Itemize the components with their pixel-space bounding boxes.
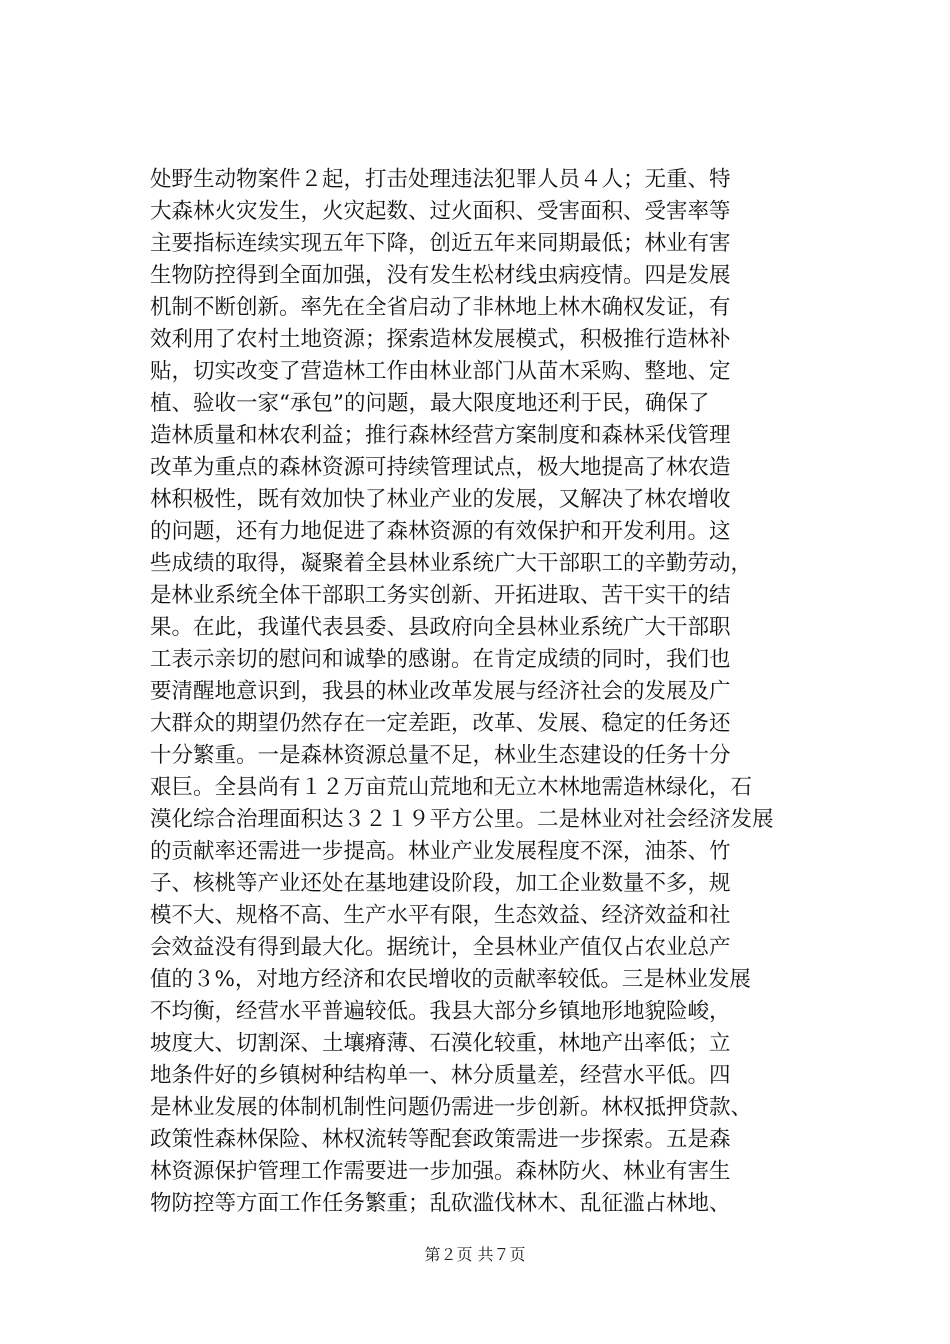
- text-line: 政策性森林保险、林权流转等配套政策需进一步探索。五是森: [150, 1127, 731, 1152]
- text-line: 果。在此，我谨代表县委、县政府向全县林业系统广大干部职: [150, 615, 731, 640]
- page-number-footer: 第２页 共７页: [424, 1245, 526, 1264]
- text-line: 大森林火灾发生，火灾起数、过火面积、受害面积、受害率等: [150, 199, 731, 224]
- text-line: 机制不断创新。率先在全省启动了非林地上林木确权发证，有: [150, 295, 731, 320]
- text-line: 些成绩的取得，凝聚着全县林业系统广大干部职工的辛勤劳动，: [150, 551, 753, 576]
- text-line: 坡度大、切割深、土壤瘠薄、石漠化较重，林地产出率低；立: [150, 1031, 731, 1056]
- text-line: 艰巨。全县尚有１２万亩荒山荒地和无立木林地需造林绿化，石: [150, 775, 753, 800]
- text-line: 值的３%，对地方经济和农民增收的贡献率较低。三是林业发展: [150, 967, 751, 992]
- text-line: 改革为重点的森林资源可持续管理试点，极大地提高了林农造: [150, 455, 731, 480]
- text-line: 地条件好的乡镇树种结构单一、林分质量差，经营水平低。四: [150, 1063, 731, 1088]
- text-line: 贴，切实改变了营造林工作由林业部门从苗木采购、整地、定: [150, 359, 731, 384]
- text-line: 物防控等方面工作任务繁重；乱砍滥伐林木、乱征滥占林地、: [150, 1191, 731, 1216]
- text-line: 会效益没有得到最大化。据统计，全县林业产值仅占农业总产: [150, 935, 731, 960]
- text-line: 生物防控得到全面加强，没有发生松材线虫病疫情。四是发展: [150, 263, 731, 288]
- text-line: 造林质量和林农利益；推行森林经营方案制度和森林采伐管理: [150, 423, 731, 448]
- text-line: 林资源保护管理工作需要进一步加强。森林防火、林业有害生: [150, 1159, 731, 1184]
- text-line: 的问题，还有力地促进了森林资源的有效保护和开发利用。这: [150, 519, 731, 544]
- text-line: 的贡献率还需进一步提高。林业产业发展程度不深，油茶、竹: [150, 839, 731, 864]
- text-line: 大群众的期望仍然存在一定差距，改革、发展、稳定的任务还: [150, 711, 731, 736]
- text-line: 效利用了农村土地资源；探索造林发展模式，积极推行造林补: [150, 327, 731, 352]
- text-line: 是林业系统全体干部职工务实创新、开拓进取、苦干实干的结: [150, 583, 731, 608]
- text-line: 主要指标连续实现五年下降，创近五年来同期最低；林业有害: [150, 231, 731, 256]
- text-line: 林积极性，既有效加快了林业产业的发展，又解决了林农增收: [150, 487, 731, 512]
- text-line: 植、验收一家“承包”的问题，最大限度地还利于民，确保了: [150, 391, 710, 416]
- text-line: 模不大、规格不高、生产水平有限，生态效益、经济效益和社: [150, 903, 731, 928]
- text-line: 是林业发展的体制机制性问题仍需进一步创新。林权抵押贷款、: [150, 1095, 753, 1120]
- text-line: 十分繁重。一是森林资源总量不足，林业生态建设的任务十分: [150, 743, 731, 768]
- text-line: 子、核桃等产业还处在基地建设阶段，加工企业数量不多，规: [150, 871, 731, 896]
- text-line: 工表示亲切的慰问和诚挚的感谢。在肯定成绩的同时，我们也: [150, 647, 731, 672]
- text-line: 处野生动物案件２起，打击处理违法犯罪人员４人；无重、特: [150, 167, 731, 192]
- text-line: 不均衡，经营水平普遍较低。我县大部分乡镇地形地貌险峻，: [150, 999, 731, 1024]
- text-line: 要清醒地意识到，我县的林业改革发展与经济社会的发展及广: [150, 679, 731, 704]
- text-line: 漠化综合治理面积达３２１９平方公里。二是林业对社会经济发展: [150, 807, 774, 832]
- body-text: [150, 164, 830, 1220]
